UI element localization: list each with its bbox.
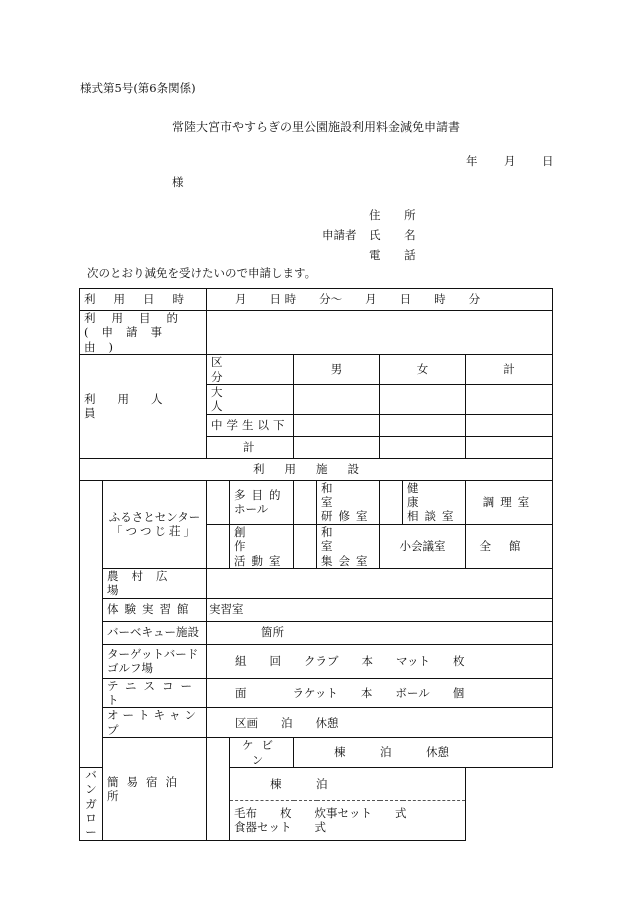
document-title: 常陸大宮市やすらぎの里公園施設利用料金減免申請書: [172, 120, 461, 134]
form-code: 様式第5号(第6条関係): [80, 81, 196, 95]
users-child-total[interactable]: [466, 414, 553, 436]
tennis-value[interactable]: 面 ラケット 本 ボール 個: [207, 678, 553, 708]
users-header-male: 男: [294, 355, 380, 385]
bungalow-value[interactable]: 棟 泊: [230, 767, 466, 800]
users-total-total[interactable]: [466, 436, 553, 458]
furusato-center-label: ふるさとセンター 「つつじ荘」: [103, 480, 207, 568]
facility-check-column: [80, 480, 103, 767]
applicant-label: 申請者: [322, 228, 357, 242]
users-header-female: 女: [380, 355, 466, 385]
users-child-male[interactable]: [294, 414, 380, 436]
bbq-value[interactable]: 箇所: [207, 621, 553, 644]
room-chori: 調理室: [466, 480, 553, 524]
users-child-female[interactable]: [380, 414, 466, 436]
camp-label: オートキャンプ: [103, 708, 207, 738]
golf-value[interactable]: 組 回 クラブ 本 マット 枚: [207, 644, 553, 678]
applicant-name-label: 氏 名: [369, 228, 426, 242]
intro-text: 次のとおり減免を受けたいので申請します。: [87, 266, 317, 280]
cabin-value[interactable]: 棟 泊 休憩: [294, 738, 553, 768]
facilities-header: 利用施設: [80, 458, 553, 480]
room-sosaku-katsudo: 創作 活動室: [230, 524, 294, 568]
users-total-female[interactable]: [380, 436, 466, 458]
applicant-phone-label: 電 話: [369, 248, 426, 262]
users-adult-total[interactable]: [466, 384, 553, 414]
lodging-check-column: [207, 738, 230, 841]
room-shokaigi: 小会議室: [380, 524, 466, 568]
room-check-washitsu-shukai[interactable]: [294, 524, 317, 568]
camp-value[interactable]: 区画 泊 休憩: [207, 708, 553, 738]
users-row-total-label: 計: [207, 436, 294, 458]
date-day: 日: [542, 154, 554, 168]
addressee-suffix: 様: [172, 175, 184, 189]
bbq-label: バーベキュー施設: [103, 621, 207, 644]
applicant-address-label: 住 所: [369, 208, 426, 222]
room-washitsu-shukai: 和室 集会室: [317, 524, 380, 568]
users-header-category: 区分: [207, 355, 294, 385]
date-month: 月: [504, 154, 516, 168]
golf-label: ターゲットバード ゴルフ場: [103, 644, 207, 678]
users-label: 利用人員: [80, 355, 207, 459]
purpose-value[interactable]: [207, 311, 553, 355]
tennis-label: テニスコート: [103, 678, 207, 708]
room-check-sosaku[interactable]: [207, 524, 230, 568]
room-check-kenko-sodan[interactable]: [380, 480, 403, 524]
nouson-hiroba-label: 農村広場: [103, 568, 207, 598]
users-total-male[interactable]: [294, 436, 380, 458]
taiken-value[interactable]: 実習室: [207, 598, 553, 621]
users-row-adult-label: 大人: [207, 384, 294, 414]
lodging-label: 簡易宿泊所: [103, 738, 207, 841]
users-header-total: 計: [466, 355, 553, 385]
purpose-label: 利用目的 (申請事由): [80, 311, 207, 355]
bungalow-extras[interactable]: 毛布 枚 炊事セット 式 食器セット 式: [230, 800, 466, 840]
room-kenko-sodan: 健康 相談室: [403, 480, 466, 524]
cabin-label: ケビン: [230, 738, 294, 768]
room-check-tamokuteki[interactable]: [207, 480, 230, 524]
application-table: [79, 288, 553, 841]
room-zenkan: 全館: [466, 524, 553, 568]
date-year: 年: [466, 154, 478, 168]
room-tamokuteki-hall: 多目的 ホール: [230, 480, 294, 524]
taiken-label: 体験実習館: [103, 598, 207, 621]
room-washitsu-kenshu: 和室 研修室: [317, 480, 380, 524]
usage-datetime-label: 利用日時: [80, 289, 207, 311]
usage-datetime-value[interactable]: 月 日 時 分〜 月 日 時 分: [207, 289, 553, 311]
bungalow-label: バンガロー: [80, 767, 103, 840]
users-adult-female[interactable]: [380, 384, 466, 414]
nouson-hiroba-value[interactable]: [207, 568, 553, 598]
room-check-washitsu-kenshu[interactable]: [294, 480, 317, 524]
users-adult-male[interactable]: [294, 384, 380, 414]
users-row-child-label: 中学生以下: [207, 414, 294, 436]
date-line: [466, 156, 554, 168]
